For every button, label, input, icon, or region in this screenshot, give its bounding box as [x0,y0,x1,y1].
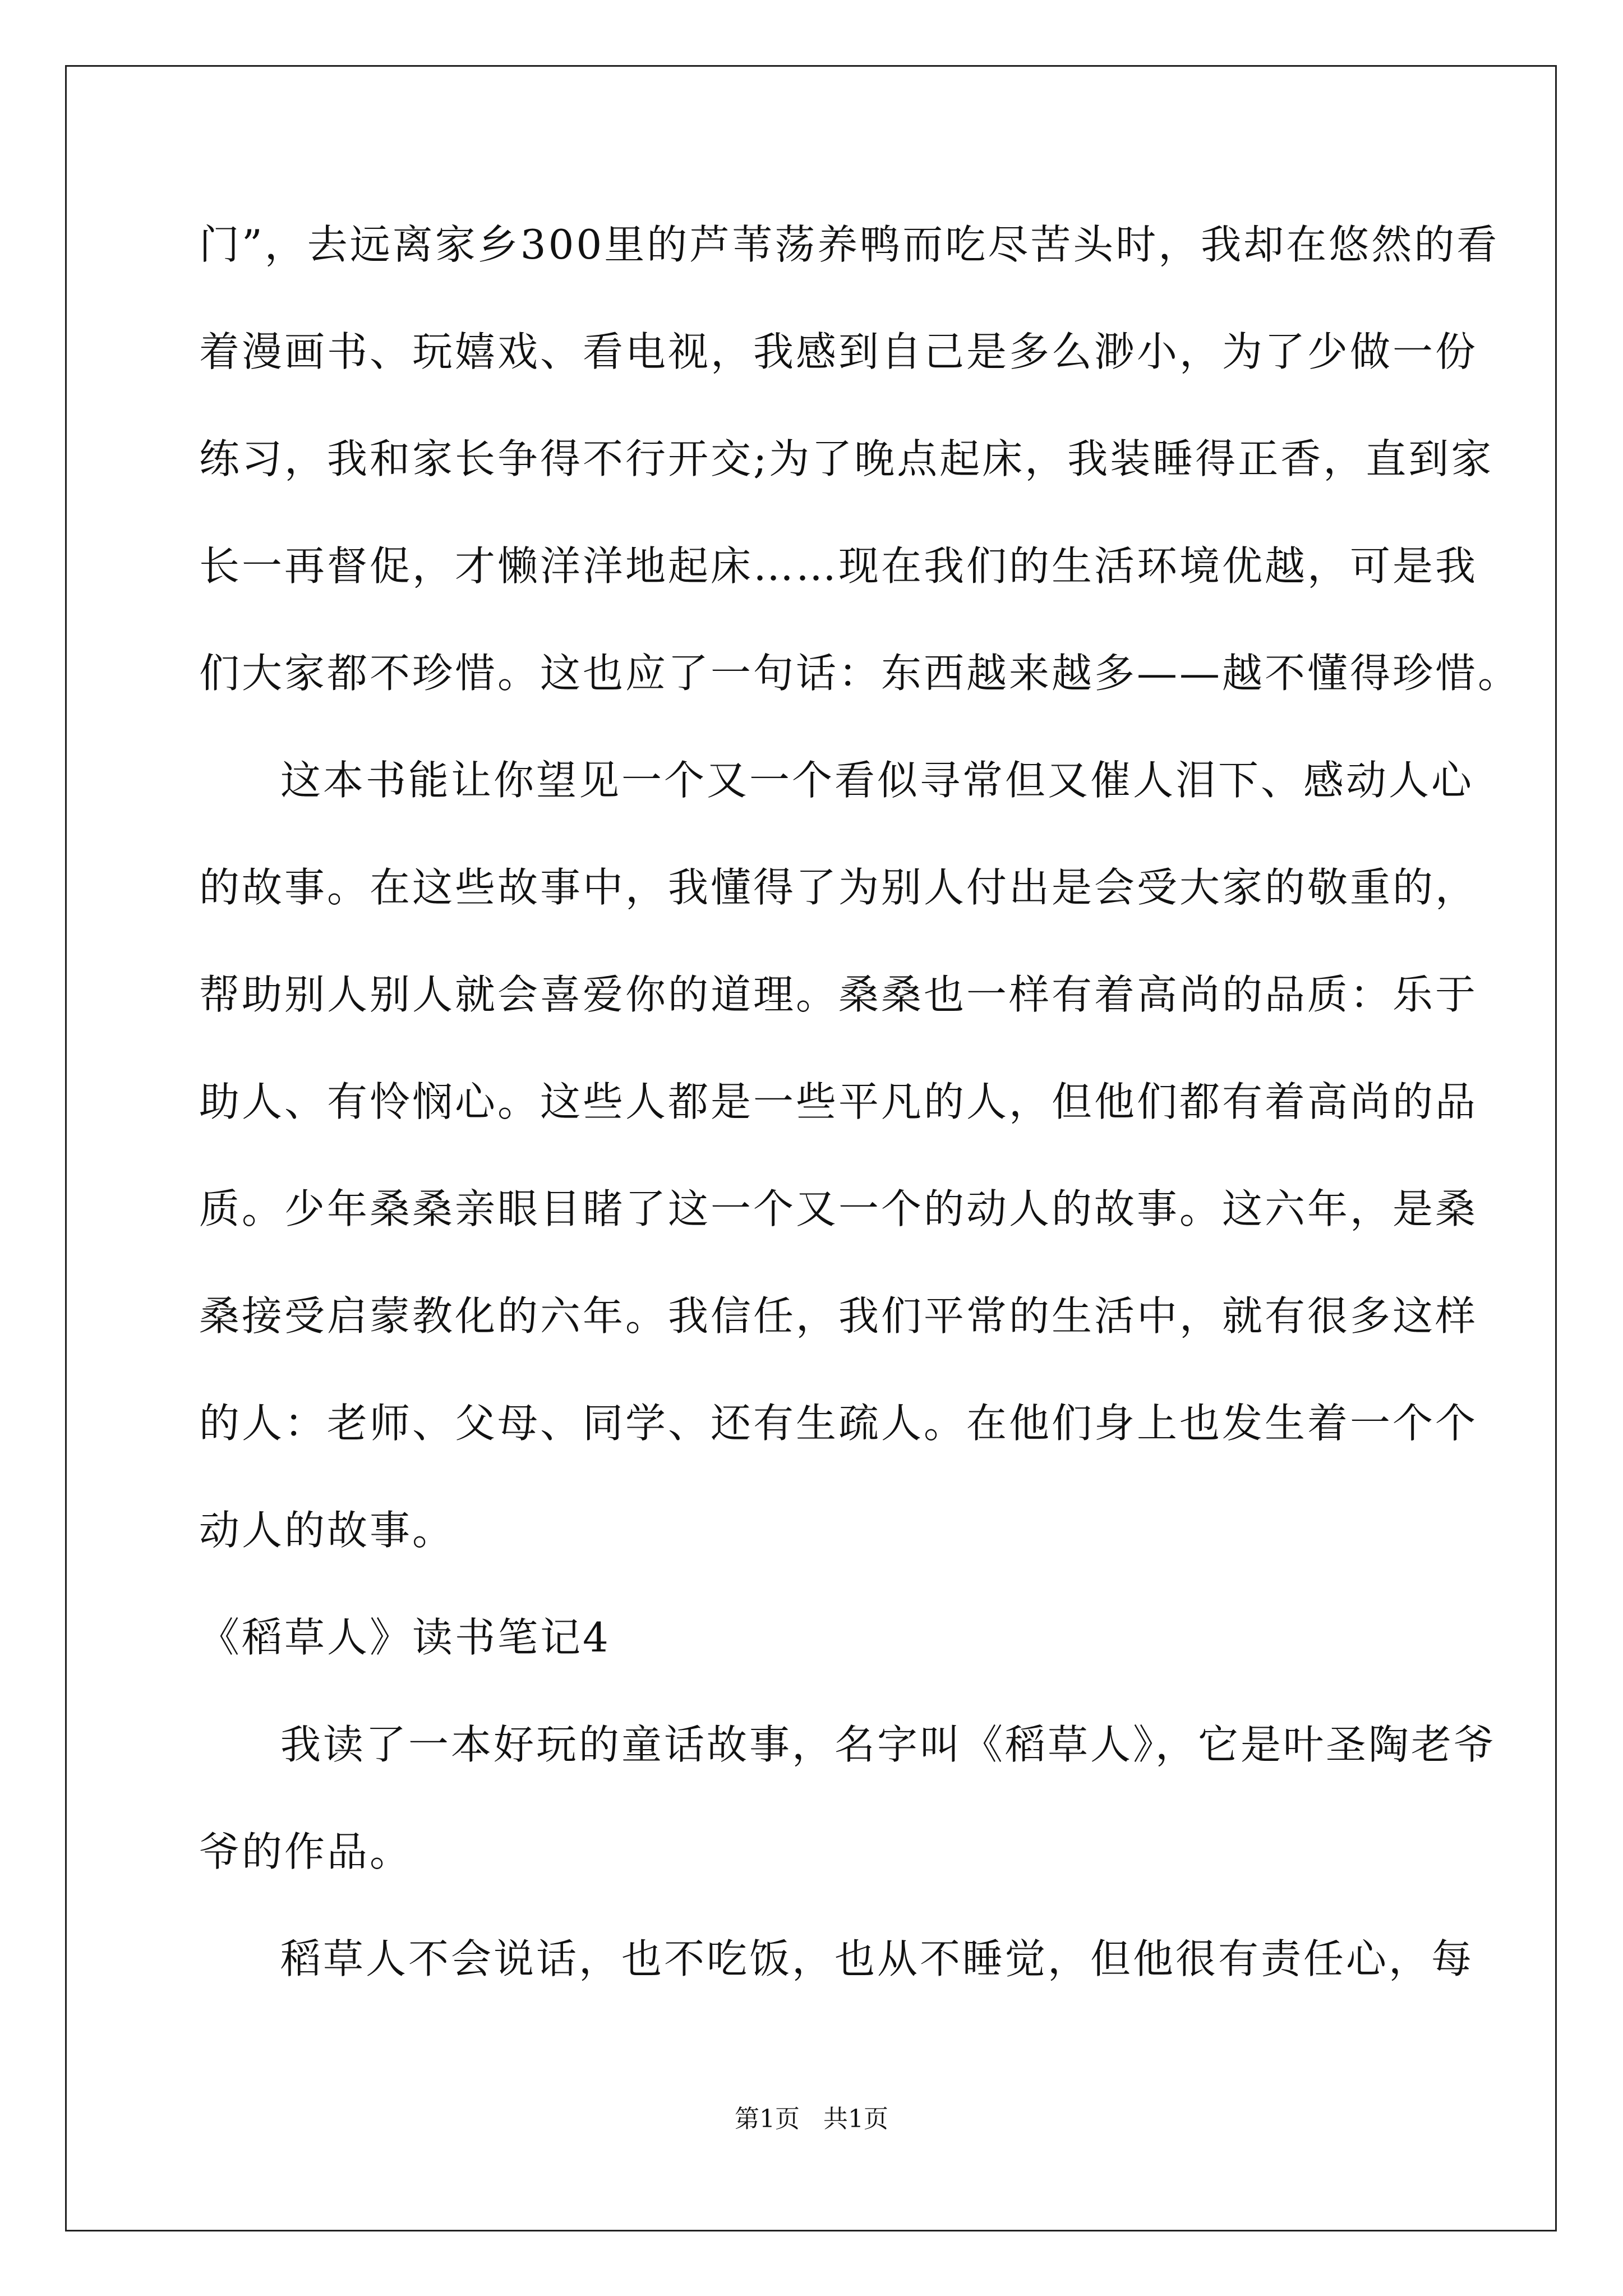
text-line: 长一再督促，才懒洋洋地起床……现在我们的生活环境优越，可是我 [199,542,1478,590]
page-footer: 第1页 共1页 [735,2105,888,2133]
text-line: 质。少年桑桑亲眼目睹了这一个又一个的动人的故事。这六年，是桑 [199,1185,1478,1232]
page-border [65,65,1557,2231]
paragraph-start-line: 稻草人不会说话，也不吃饭，也从不睡觉，但他很有责任心，每 [280,1935,1474,1982]
text-line: 帮助别人别人就会喜爱你的道理。桑桑也一样有着高尚的品质：乐于 [199,971,1478,1018]
text-line: 着漫画书、玩嬉戏、看电视，我感到自己是多么渺小，为了少做一份 [199,328,1478,375]
text-line: 桑接受启蒙教化的六年。我信任，我们平常的生活中，就有很多这样 [199,1292,1478,1340]
paragraph-start-line: 这本书能让你望见一个又一个看似寻常但又催人泪下、感动人心 [280,757,1474,804]
text-line: 助人、有怜悯心。这些人都是一些平凡的人，但他们都有着高尚的品 [199,1078,1478,1125]
text-line: 爷的作品。 [199,1828,413,1875]
text-line: 们大家都不珍惜。这也应了一句话：东西越来越多——越不懂得珍惜。 [199,650,1521,697]
section-heading: 《稻草人》读书笔记4 [199,1614,611,1661]
text-line: 练习，我和家长争得不行开交;为了晚点起床，我装睡得正香，直到家 [199,435,1494,482]
paragraph-start-line: 我读了一本好玩的童话故事，名字叫《稻草人》，它是叶圣陶老爷 [280,1721,1497,1768]
text-line: 的人：老师、父母、同学、还有生疏人。在他们身上也发生着一个个 [199,1400,1478,1447]
text-line: 的故事。在这些故事中，我懂得了为别人付出是会受大家的敬重的， [199,864,1478,911]
text-line: 动人的故事。 [199,1507,455,1554]
text-line: 门”，去远离家乡300里的芦苇荡养鸭而吃尽苦头时，我却在悠然的看 [199,221,1500,268]
